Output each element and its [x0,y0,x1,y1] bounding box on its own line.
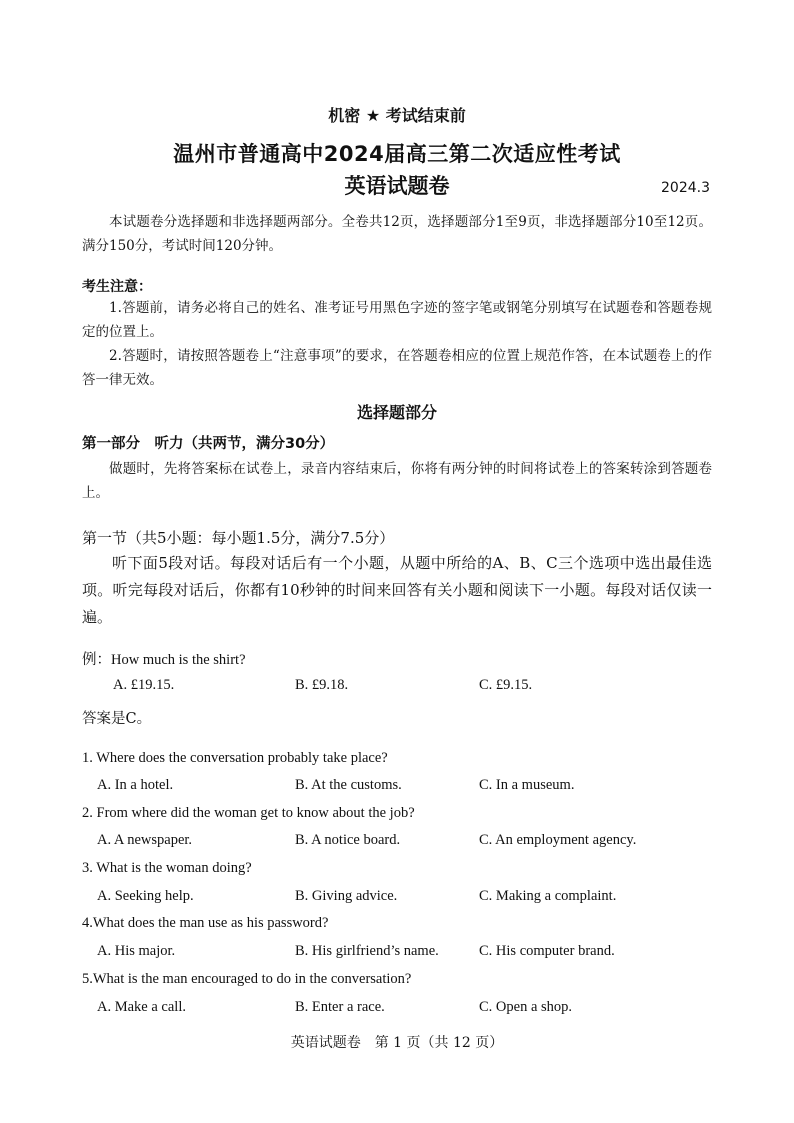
q4-option-c: C. His computer brand. [479,943,615,959]
question-1: 1. Where does the conversation probably take place? [82,750,388,766]
question-2: 2. From where did the woman get to know about the job? [82,805,415,821]
example-answer: 答案是C。 [82,711,152,727]
q1-option-b: B. At the customs. [295,777,402,793]
q2-option-c: C. An employment agency. [479,832,637,848]
notice-item-2: 2.答题时，请按照答题卷上“注意事项”的要求，在答题卷相应的位置上规范作答，在本试题卷上的作答一律无效。 [82,348,712,388]
q2-option-a: A. A newspaper. [97,832,193,848]
q4-option-b: B. His girlfriend’s name. [295,943,439,959]
part1-instruction: 做题时，先将答案标在试卷上，录音内容结束后，你将有两分钟的时间将试卷上的答案转涂到答题卷上。 [82,461,712,501]
section-title: 选择题部分 [356,403,437,422]
example-option-b: B. £9.18. [295,677,349,693]
notice-item-1: 1.答题前，请务必将自己的姓名、准考证号用黑色字迹的签字笔或钢笔分别填写在试题卷和答题卷规定的位置上。 [82,300,712,340]
section1-heading: 第一节（共5小题：每小题1.5分，满分7.5分） [82,529,395,547]
question-4: 4.What does the man use as his password? [82,915,329,931]
page-footer: 英语试题卷 第 1 页（共 12 页） [290,1035,504,1051]
confidential-mark: 机密 ★ 考试结束前 [328,106,466,125]
notice-heading: 考生注意： [82,279,152,295]
q5-option-b: B. Enter a race. [295,999,385,1015]
q5-option-c: C. Open a shop. [479,999,573,1015]
q4-option-a: A. His major. [97,943,176,959]
example-question: 例：How much is the shirt? [82,652,246,668]
q3-option-b: B. Giving advice. [295,888,398,904]
q3-option-a: A. Seeking help. [97,888,194,904]
intro-paragraph: 本试题卷分选择题和非选择题两部分。全卷共12页，选择题部分1至9页，非选择题部分10至12页。满分150分，考试时间120分钟。 [82,214,712,254]
q5-option-a: A. Make a call. [97,999,186,1015]
exam-date: 2024.3 [661,180,710,196]
example-option-c: C. £9.15. [479,677,533,693]
question-3: 3. What is the woman doing? [82,860,252,876]
exam-subtitle: 英语试题卷 [344,174,450,198]
q3-option-c: C. Making a complaint. [479,888,617,904]
q1-option-a: A. In a hotel. [97,777,174,793]
section1-instruction: 听下面5段对话。每段对话后有一个小题，从题中所给的A、B、C三个选项中选出最佳选项。听完每段对话后，你都有10秒钟的时间来回答有关小题和阅读下一小题。每段对话仅读一遍。 [82,554,712,626]
q1-option-c: C. In a museum. [479,777,575,793]
exam-title: 温州市普通高中2024届高三第二次适应性考试 [173,142,621,166]
example-option-a: A. £19.15. [113,677,175,693]
part1-heading: 第一部分 听力（共两节，满分30分） [82,436,335,452]
q2-option-b: B. A notice board. [295,832,401,848]
question-5: 5.What is the man encouraged to do in the conversation? [82,971,412,987]
